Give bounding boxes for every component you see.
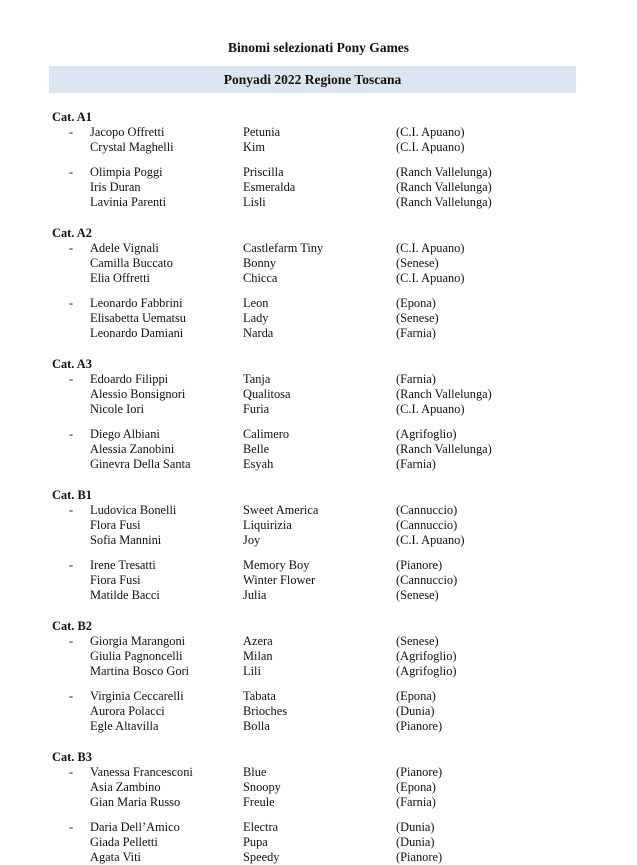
rider-name: Daria Dell’Amico [90, 820, 180, 834]
club-name: (Dunia) [396, 835, 435, 849]
pony-name: Belle [243, 442, 270, 456]
rider-name: Diego Albiani [90, 427, 160, 441]
list-dash-marker: - [69, 503, 74, 517]
pony-name: Lisli [243, 195, 266, 209]
pairing-row [0, 850, 637, 865]
pairing-row [0, 140, 637, 155]
pairing-row [0, 820, 637, 835]
pairing-row [0, 326, 637, 341]
pairing-row [0, 780, 637, 795]
pony-name: Milan [243, 649, 273, 663]
club-name: (Pianore) [396, 558, 443, 572]
pony-name: Bonny [243, 256, 277, 270]
pony-name: Liquirizia [243, 518, 292, 532]
club-name: (Epona) [396, 689, 436, 703]
club-name: (C.I. Apuano) [396, 533, 465, 547]
list-dash-marker: - [69, 125, 74, 139]
rider-name: Giorgia Marangoni [90, 634, 186, 648]
rider-name: Jacopo Offretti [90, 125, 165, 139]
pairing-row [0, 795, 637, 810]
pairing-group [0, 296, 637, 341]
pairing-group [0, 372, 637, 417]
pairing-group [0, 765, 637, 810]
rider-name: Nicole Iori [90, 402, 145, 416]
rider-name: Camilla Buccato [90, 256, 173, 270]
pairing-group [0, 165, 637, 210]
club-name: (Pianore) [396, 850, 443, 864]
list-dash-marker: - [69, 241, 74, 255]
rider-name: Virginia Ceccarelli [90, 689, 184, 703]
club-name: (C.I. Apuano) [396, 125, 465, 139]
rider-name: Adele Vignali [90, 241, 159, 255]
club-name: (Ranch Vallelunga) [396, 165, 492, 179]
pony-name: Chicca [243, 271, 278, 285]
rider-name: Asia Zambino [90, 780, 161, 794]
club-name: (Senese) [396, 588, 439, 602]
rider-name: Alessia Zanobini [90, 442, 175, 456]
pairing-row [0, 649, 637, 664]
rider-name: Edoardo Filippi [90, 372, 169, 386]
list-dash-marker: - [69, 372, 74, 386]
pony-name: Bolla [243, 719, 270, 733]
pairing-row [0, 634, 637, 649]
pairing-row [0, 180, 637, 195]
pairing-row [0, 457, 637, 472]
rider-name: Giulia Pagnoncelli [90, 649, 183, 663]
rider-name: Agata Viti [90, 850, 141, 864]
pairing-group [0, 241, 637, 286]
pony-name: Leon [243, 296, 269, 310]
pony-name: Priscilla [243, 165, 284, 179]
club-name: (Agrifoglio) [396, 649, 457, 663]
club-name: (Senese) [396, 311, 439, 325]
club-name: (Ranch Vallelunga) [396, 195, 492, 209]
pony-name: Narda [243, 326, 274, 340]
pairing-row [0, 558, 637, 573]
list-dash-marker: - [69, 820, 74, 834]
pairing-row [0, 402, 637, 417]
category-title: Cat. A3 [52, 357, 92, 371]
rider-name: Leonardo Fabbrini [90, 296, 183, 310]
rider-name: Elisabetta Uematsu [90, 311, 186, 325]
pairing-row [0, 387, 637, 402]
pairing-row [0, 835, 637, 850]
category-title: Cat. B3 [52, 750, 92, 764]
pairing-row [0, 765, 637, 780]
club-name: (Dunia) [396, 704, 435, 718]
club-name: (Senese) [396, 256, 439, 270]
pony-name: Kim [243, 140, 266, 154]
list-dash-marker: - [69, 689, 74, 703]
pony-name: Julia [243, 588, 267, 602]
pony-name: Snoopy [243, 780, 281, 794]
pony-name: Freule [243, 795, 275, 809]
pairing-row [0, 427, 637, 442]
pony-name: Esmeralda [243, 180, 296, 194]
club-name: (Epona) [396, 780, 436, 794]
pony-name: Lady [243, 311, 269, 325]
pony-name: Brioches [243, 704, 288, 718]
list-dash-marker: - [69, 296, 74, 310]
list-dash-marker: - [69, 765, 74, 779]
pairing-row [0, 195, 637, 210]
rider-name: Fiora Fusi [90, 573, 141, 587]
rider-name: Giada Pelletti [90, 835, 158, 849]
rider-name: Flora Fusi [90, 518, 141, 532]
pony-name: Tanja [243, 372, 271, 386]
rider-name: Ginevra Della Santa [90, 457, 191, 471]
club-name: (Epona) [396, 296, 436, 310]
club-name: (Farnia) [396, 372, 436, 386]
pairing-row [0, 503, 637, 518]
rider-name: Olimpia Poggi [90, 165, 163, 179]
pairing-row [0, 372, 637, 387]
category-title: Cat. A2 [52, 226, 92, 240]
category-title: Cat. B2 [52, 619, 92, 633]
club-name: (Agrifoglio) [396, 427, 457, 441]
rider-name: Ludovica Bonelli [90, 503, 177, 517]
pony-name: Furia [243, 402, 270, 416]
pairing-row [0, 533, 637, 548]
club-name: (Farnia) [396, 457, 436, 471]
club-name: (Cannuccio) [396, 573, 458, 587]
rider-name: Gian Maria Russo [90, 795, 181, 809]
club-name: (Dunia) [396, 820, 435, 834]
list-dash-marker: - [69, 427, 74, 441]
pairing-row [0, 664, 637, 679]
list-dash-marker: - [69, 558, 74, 572]
pony-name: Memory Boy [243, 558, 310, 572]
club-name: (C.I. Apuano) [396, 271, 465, 285]
club-name: (Agrifoglio) [396, 664, 457, 678]
pony-name: Castlefarm Tiny [243, 241, 324, 255]
club-name: (Pianore) [396, 719, 443, 733]
pairing-row [0, 573, 637, 588]
document-banner: Ponyadi 2022 Regione Toscana [49, 66, 576, 93]
pairing-group [0, 503, 637, 548]
pairing-row [0, 442, 637, 457]
pony-name: Tabata [243, 689, 276, 703]
club-name: (C.I. Apuano) [396, 402, 465, 416]
pairing-group [0, 634, 637, 679]
rider-name: Lavinia Parenti [90, 195, 167, 209]
club-name: (Farnia) [396, 795, 436, 809]
pairing-row [0, 296, 637, 311]
rider-name: Irene Tresatti [90, 558, 156, 572]
pairing-row [0, 518, 637, 533]
list-dash-marker: - [69, 165, 74, 179]
rider-name: Matilde Bacci [90, 588, 160, 602]
pairing-row [0, 256, 637, 271]
pony-name: Esyah [243, 457, 274, 471]
category-title: Cat. A1 [52, 110, 92, 124]
club-name: (Ranch Vallelunga) [396, 180, 492, 194]
list-dash-marker: - [69, 634, 74, 648]
club-name: (Pianore) [396, 765, 443, 779]
club-name: (Cannuccio) [396, 503, 458, 517]
pony-name: Joy [243, 533, 261, 547]
rider-name: Vanessa Francesconi [90, 765, 193, 779]
pony-name: Pupa [243, 835, 268, 849]
rider-name: Sofia Mannini [90, 533, 162, 547]
document-title: Binomi selezionati Pony Games [227, 40, 410, 55]
club-name: (C.I. Apuano) [396, 241, 465, 255]
pony-name: Lili [243, 664, 261, 678]
pairing-row [0, 704, 637, 719]
club-name: (Farnia) [396, 326, 436, 340]
pairing-row [0, 588, 637, 603]
pairing-row [0, 125, 637, 140]
pony-name: Azera [243, 634, 273, 648]
pairing-row [0, 271, 637, 286]
rider-name: Aurora Polacci [90, 704, 165, 718]
pairing-row [0, 719, 637, 734]
pairing-row [0, 689, 637, 704]
rider-name: Alessio Bonsignori [90, 387, 186, 401]
club-name: (Ranch Vallelunga) [396, 387, 492, 401]
pairing-row [0, 165, 637, 180]
pairing-group [0, 820, 637, 865]
club-name: (Cannuccio) [396, 518, 458, 532]
club-name: (Senese) [396, 634, 439, 648]
pairing-row [0, 311, 637, 326]
pony-name: Petunia [243, 125, 281, 139]
pony-name: Qualitosa [243, 387, 291, 401]
selection-list [0, 110, 637, 865]
pairing-group [0, 558, 637, 603]
pairing-group [0, 125, 637, 155]
pony-name: Sweet America [243, 503, 319, 517]
rider-name: Egle Altavilla [90, 719, 159, 733]
club-name: (Ranch Vallelunga) [396, 442, 492, 456]
pairing-row [0, 241, 637, 256]
pairing-group [0, 689, 637, 734]
pony-name: Electra [243, 820, 279, 834]
rider-name: Leonardo Damiani [90, 326, 184, 340]
club-name: (C.I. Apuano) [396, 140, 465, 154]
pairing-group [0, 427, 637, 472]
rider-name: Crystal Maghelli [90, 140, 174, 154]
pony-name: Blue [243, 765, 267, 779]
rider-name: Iris Duran [90, 180, 141, 194]
category-title: Cat. B1 [52, 488, 92, 502]
pony-name: Calimero [243, 427, 290, 441]
pony-name: Winter Flower [243, 573, 316, 587]
rider-name: Elia Offretti [90, 271, 150, 285]
pony-name: Speedy [243, 850, 280, 864]
rider-name: Martina Bosco Gori [90, 664, 190, 678]
